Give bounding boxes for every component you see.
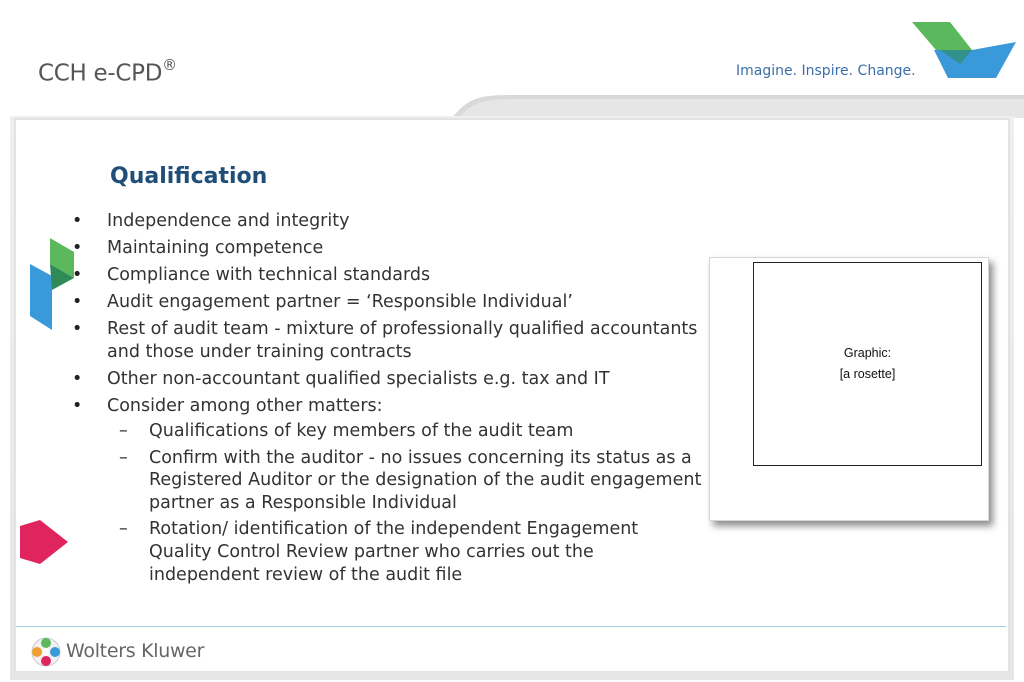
bullet-list xyxy=(66,210,706,591)
bullet-item: • Audit engagement partner = ‘Responsible Individual’ xyxy=(66,291,706,314)
slide-heading: Qualification xyxy=(110,164,268,189)
bullet-item: • Rest of audit team - mixture of professionally qualified accountants and those under training contracts xyxy=(66,318,706,363)
footer-company-name: Wolters Kluwer xyxy=(66,640,205,662)
sub-bullet-item: – Rotation/ identification of the independent Engagement Quality Control Review partner who carries out the independent review of the audit file xyxy=(107,518,706,586)
sub-bullet-item: – Confirm with the auditor - no issues concerning its status as a Registered Auditor or the designation of the audit engagement partner as a Responsible Individual xyxy=(107,447,706,515)
footer-divider xyxy=(16,626,1006,627)
tagline: Imagine. Inspire. Change. xyxy=(736,63,916,79)
bullet-item: • Consider among other matters: – Qualifications of key members of the audit team – Confirm with the auditor - no issues concerning its status as a Registered Auditor or the designation of the audit engagement partner as a Responsible Individual – Rotation/ identification of the independent Engagement Quality Control Review partner who carries out the independent review of the audit file xyxy=(66,395,706,587)
magenta-arrow-shape xyxy=(20,520,68,564)
graphic-label: Graphic: xyxy=(843,346,892,360)
sub-bullet-item: – Qualifications of key members of the audit team xyxy=(107,420,706,443)
brand-title: CCH e-CPD® xyxy=(38,56,177,87)
bullet-item: • Compliance with technical standards xyxy=(66,264,706,287)
graphic-placeholder-card xyxy=(709,257,989,521)
graphic-placeholder xyxy=(753,262,982,466)
brand-logo-shapes xyxy=(900,14,1020,80)
wolters-kluwer-logo-icon xyxy=(30,636,62,668)
graphic-description: [a rosette] xyxy=(839,367,896,381)
sub-bullet-list xyxy=(107,420,706,586)
bullet-item: • Other non-accountant qualified specialists e.g. tax and IT xyxy=(66,368,706,391)
bullet-item: • Maintaining competence xyxy=(66,237,706,260)
bullet-item: • Independence and integrity xyxy=(66,210,706,233)
